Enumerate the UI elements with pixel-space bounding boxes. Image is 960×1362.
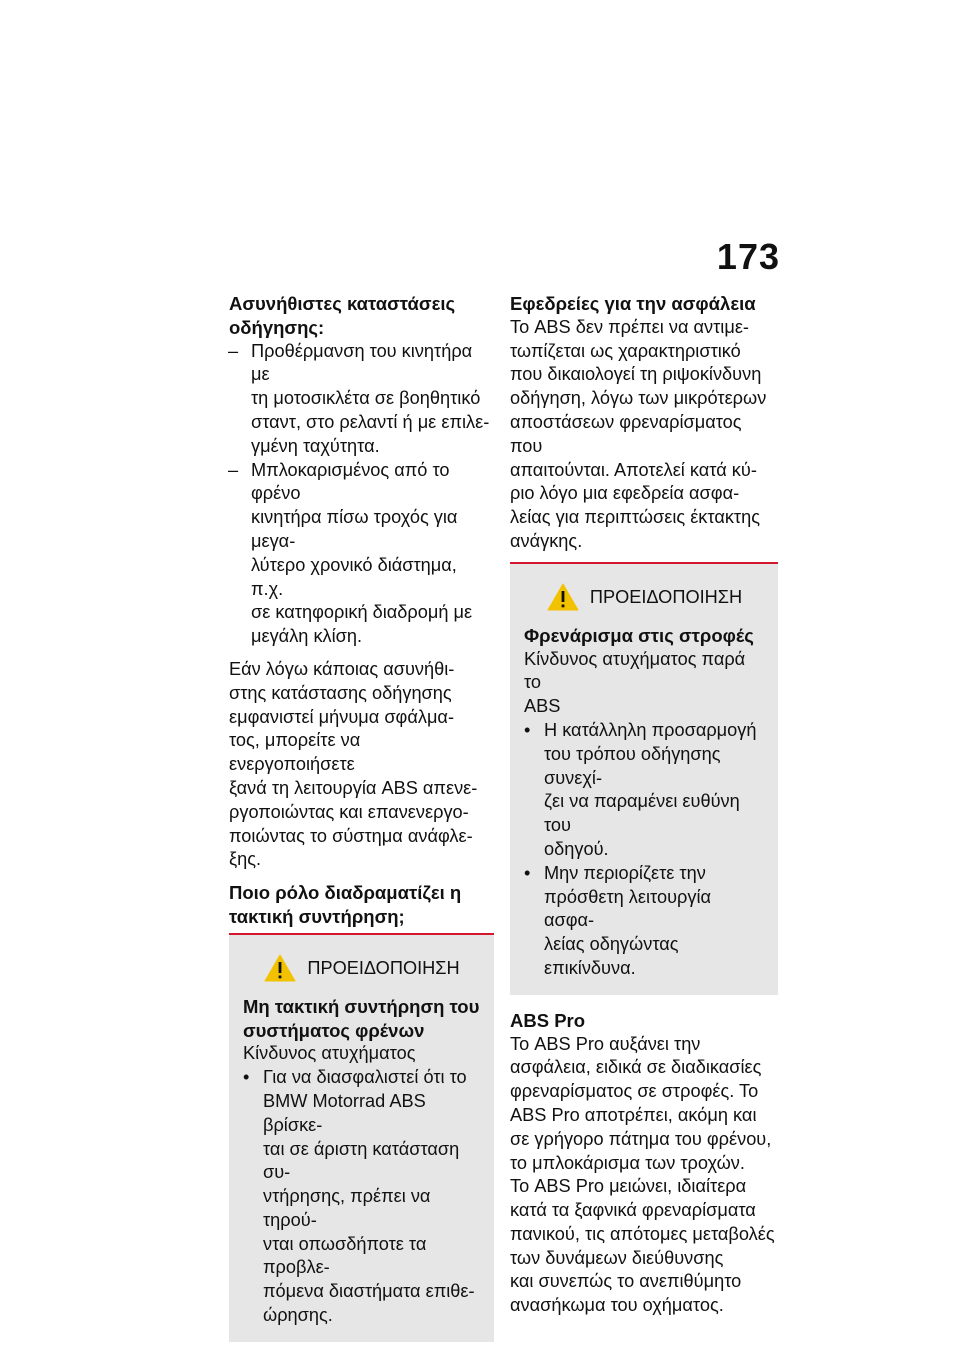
warning-box-cornering: [510, 564, 778, 995]
left-column: [229, 292, 491, 1342]
paragraph-abs-pro-1: Το ABS Pro αυξάνει την ασφάλεια, ειδικά σε διαδικασίες φρεναρίσματος σε στροφές. Το ABS Pro αποτρέπει, ακόμη και σε γρήγορο πάτημα του φρένου, το μπλοκάρισμα των τροχών.: [510, 1033, 772, 1173]
warning-subtitle: Μη τακτική συντήρηση του συστήματος φρένων: [243, 995, 480, 1041]
warning-risk: Κίνδυνος ατυχήματος: [243, 1043, 416, 1064]
warning-triangle-icon: [546, 582, 580, 612]
warning-box-maintenance: [229, 935, 494, 1342]
warning-bullet: • Η κατάλληλη προσαρμογή του τρόπου οδήγησης συνεχί- ζει να παραμένει ευθύνη του οδηγού.: [524, 719, 757, 859]
bullet-marker: •: [243, 1067, 250, 1088]
warning-bullet: • Μην περιορίζετε την πρόσθετη λειτουργία ασφα- λείας οδηγώντας επικίνδυνα.: [524, 862, 712, 978]
heading-maintenance: Ποιο ρόλο διαδραματίζει η τακτική συντήρηση;: [229, 882, 462, 927]
heading-unusual-situations: Ασυνήθιστες καταστάσεις οδήγησης:: [229, 293, 456, 338]
paragraph-abs-reserve: Το ABS δεν πρέπει να αντιμε- τωπίζεται ως χαρακτηριστικό που δικαιολογεί τη ριψοκίνδυνη οδήγηση, λόγω των μικρότερων αποστάσεων φρεναρίσματος που απαιτούνται. Αποτελεί κατά κύ- ριο λόγο μια εφεδρεία ασφα- λείας για περιπτώσεις έκτακτης ανάγκης.: [510, 316, 767, 551]
heading-abs-pro: ABS Pro: [510, 1009, 586, 1031]
bullet-marker: •: [524, 862, 531, 883]
warning-title: ΠΡΟΕΙΔΟΠΟΙΗΣΗ: [524, 582, 764, 612]
warning-triangle-icon: [263, 953, 297, 983]
dash-marker: –: [228, 340, 239, 361]
paragraph-error-message: Εάν λόγω κάποιας ασυνήθι- στης κατάστασης οδήγησης εμφανιστεί μήνυμα σφάλμα- τος, μπορείτε να ενεργοποιήσετε ξανά τη λειτουργία ABS απενε- ργοποιώντας και επανενεργο- ποιώντας το σύστημα ανάφλε- ξης.: [229, 658, 478, 870]
dash-marker: –: [228, 459, 239, 480]
right-column: [510, 292, 778, 1318]
paragraph-abs-pro-2: Το ABS Pro μειώνει, ιδιαίτερα κατά τα ξαφνικά φρεναρίσματα πανικού, τις απότομες μεταβολές των δυνάμεων διεύθυνσης και συνεπώς το ανεπιθύμητο ανασήκωμα του οχήματος.: [510, 1176, 775, 1316]
bullet-marker: •: [524, 719, 531, 740]
dash-list-item: – Προθέρμανση του κινητήρα με τη μοτοσικλέτα σε βοηθητικό σταντ, στο ρελαντί ή με επιλε- γμένη ταχύτητα.: [228, 340, 490, 456]
warning-bullet: • Για να διασφαλιστεί ότι το BMW Motorrad ABS βρίσκε- ται σε άριστη κατάσταση συ- ντήρησης, πρέπει να τηρού- νται οπωσδήποτε τα προβλε- πόμενα διαστήματα επιθε- ώρησης.: [243, 1067, 475, 1326]
page-number: 173: [716, 236, 780, 277]
warning-subtitle: Φρενάρισμα στις στροφές: [524, 624, 754, 646]
warning-title: ΠΡΟΕΙΔΟΠΟΙΗΣΗ: [243, 953, 480, 983]
heading-safety-reserves: Εφεδρείες για την ασφάλεια: [510, 293, 756, 314]
warning-risk: Κίνδυνος ατυχήματος παρά το ABS: [524, 648, 746, 717]
dash-list-item: – Μπλοκαρισμένος από το φρένο κινητήρα πίσω τροχός για μεγα- λύτερο χρονικό διάστημα, π.χ. σε κατηφορική διαδρομή με μεγάλη κλίση.: [228, 459, 473, 647]
